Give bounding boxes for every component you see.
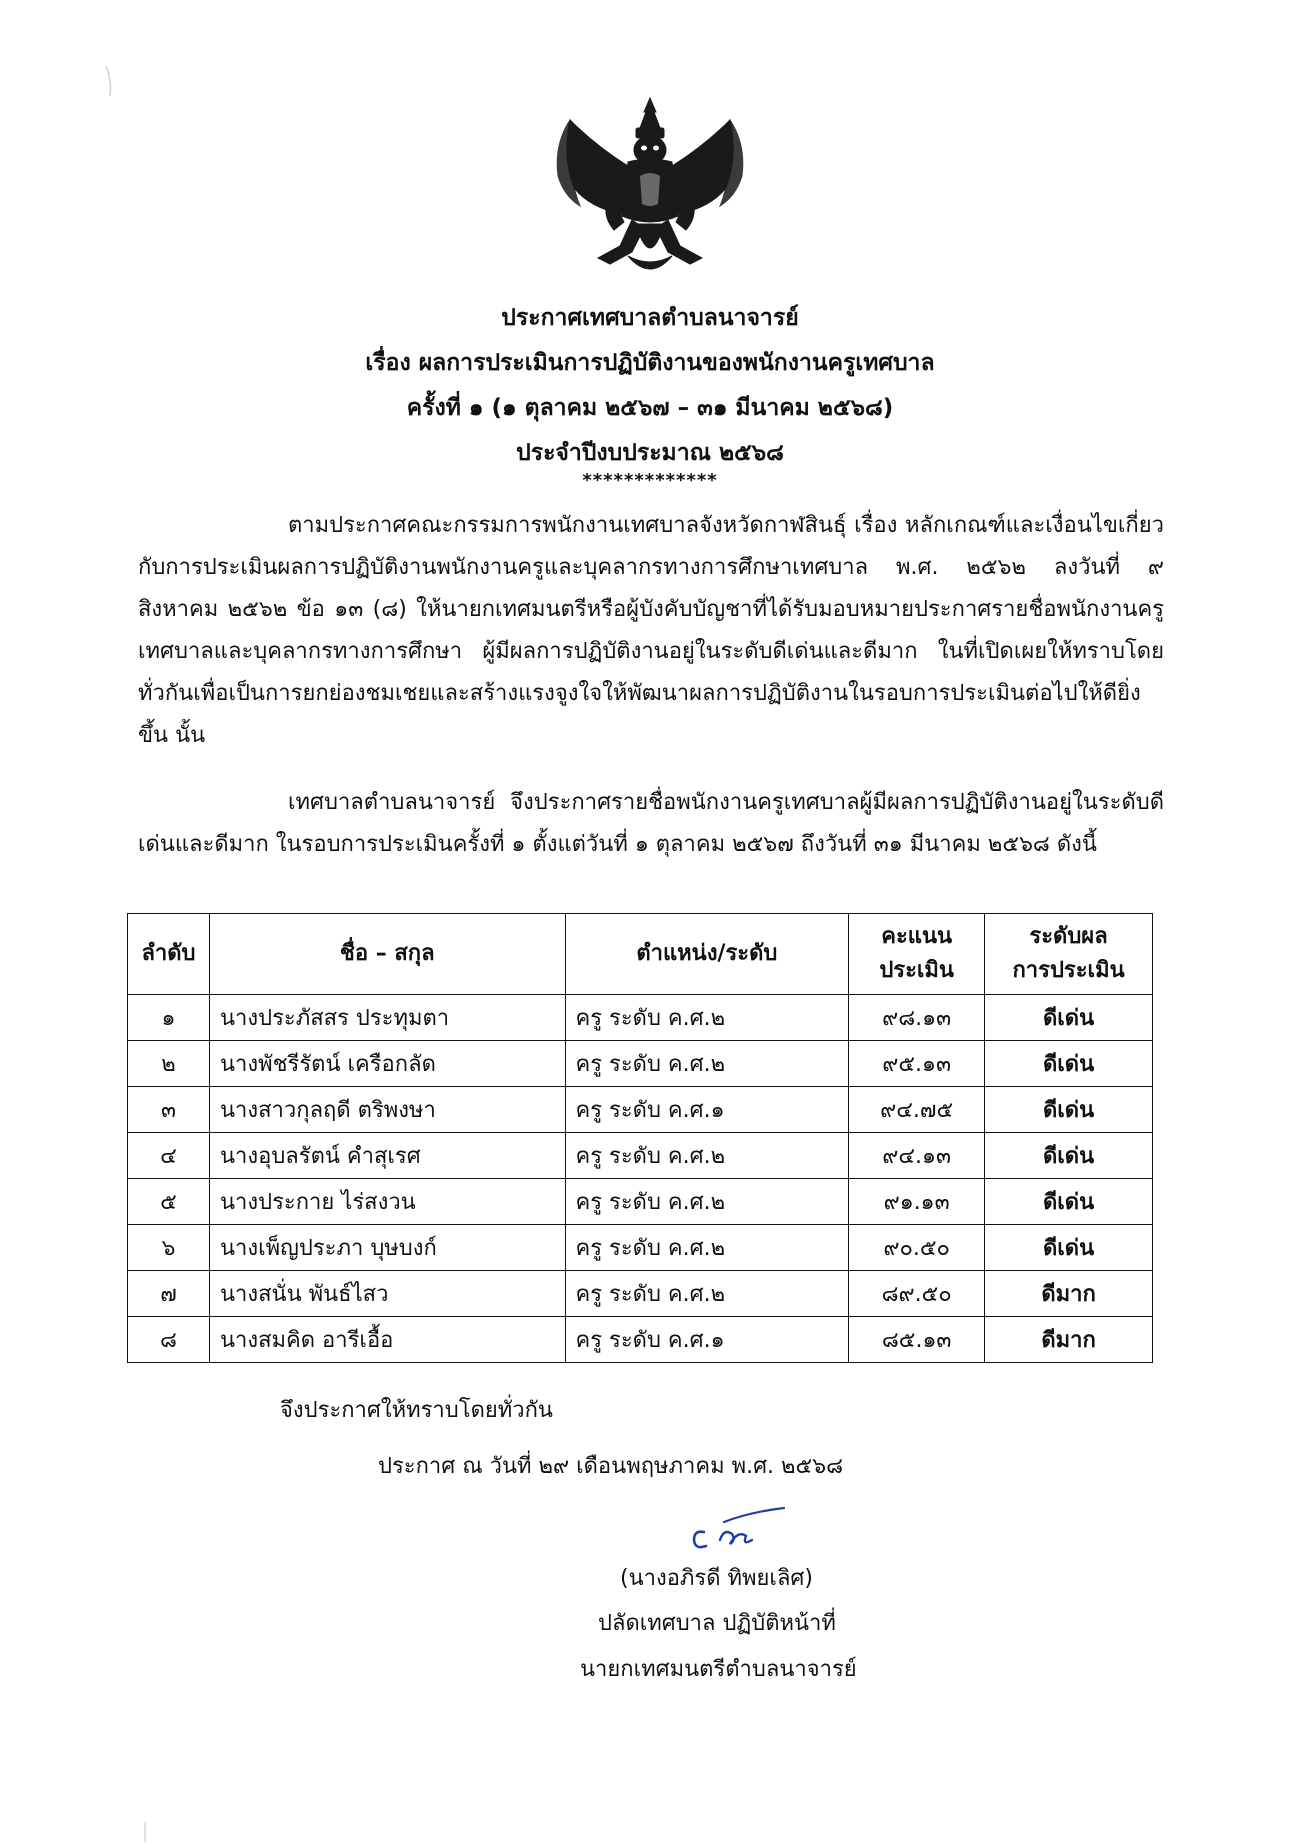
row-no: ๗ [128,1271,210,1317]
row-name: นางอุบลรัตน์ คำสุเรศ [209,1133,565,1179]
row-position: ครู ระดับ ค.ศ.๒ [565,1041,849,1087]
table-row [128,1271,1153,1317]
header-level-line-2: การประเมิน [1012,958,1125,983]
row-score: ๘๕.๑๓ [849,1317,985,1363]
table-row [128,1225,1153,1271]
announcement-title: ประกาศเทศบาลตำบลนาจารย์ [501,305,799,331]
row-name: นางสนั่น พันธ์ไสว [209,1271,565,1317]
row-no: ๔ [128,1133,210,1179]
closing-line: จึงประกาศให้ทราบโดยทั่วกัน [280,1398,553,1423]
signatory-title-2: นายกเทศมนตรีตำบลนาจารย์ [580,1657,857,1682]
row-no: ๑ [128,995,210,1041]
row-score: ๘๙.๕๐ [849,1271,985,1317]
garuda-emblem-icon [540,96,760,284]
body-paragraph-2 [138,782,1164,866]
row-level: ดีเด่น [985,1087,1153,1133]
row-position: ครู ระดับ ค.ศ.๒ [565,1133,849,1179]
header-name: ชื่อ – สกุล [209,914,565,995]
header-score-line-2: ประเมิน [879,958,954,983]
row-position: ครู ระดับ ค.ศ.๒ [565,995,849,1041]
header-no: ลำดับ [128,914,210,995]
row-name: นางสาวกุลฤดี ตริพงษา [209,1087,565,1133]
row-level: ดีเด่น [985,1041,1153,1087]
announcement-round: ครั้งที่ ๑ (๑ ตุลาคม ๒๕๖๗ – ๓๑ มีนาคม ๒๕๖๘) [406,395,894,421]
row-position: ครู ระดับ ค.ศ.๑ [565,1087,849,1133]
row-level: ดีมาก [985,1317,1153,1363]
table-row [128,1087,1153,1133]
row-no: ๘ [128,1317,210,1363]
row-no: ๒ [128,1041,210,1087]
row-score: ๙๐.๕๐ [849,1225,985,1271]
body-paragraph-1 [138,505,1164,757]
header-separator: ************* [582,470,718,491]
row-level: ดีเด่น [985,1225,1153,1271]
table-header-row [128,914,1153,995]
row-no: ๖ [128,1225,210,1271]
row-score: ๙๘.๑๓ [849,995,985,1041]
header-position: ตำแหน่ง/ระดับ [565,914,849,995]
row-name: นางประภัสสร ประทุมตา [209,995,565,1041]
signatory-name: (นางอภิรดี ทิพยเลิศ) [620,1566,813,1591]
row-position: ครู ระดับ ค.ศ.๒ [565,1179,849,1225]
table-row [128,1179,1153,1225]
scan-mark-top-left [100,62,120,102]
signatory-title-1: ปลัดเทศบาล ปฏิบัติหน้าที่ [598,1611,836,1636]
table-row [128,995,1153,1041]
header-score [849,914,985,995]
header-level [985,914,1153,995]
announce-date: ประกาศ ณ วันที่ ๒๙ เดือนพฤษภาคม พ.ศ. ๒๕๖๘ [378,1454,844,1479]
row-name: นางสมคิด อารีเอื้อ [209,1317,565,1363]
handwritten-signature [680,1500,790,1560]
row-score: ๙๔.๗๕ [849,1087,985,1133]
row-position: ครู ระดับ ค.ศ.๑ [565,1317,849,1363]
body-paragraph-2-text: เทศบาลตำบลนาจารย์ จึงประกาศรายชื่อพนักงานครูเทศบาลผู้มีผลการปฏิบัติงานอยู่ในระดับดีเด่นและดีมาก ในรอบการประเมินครั้งที่ ๑ ตั้งแต่วันที่ ๑ ตุลาคม ๒๕๖๗ ถึงวันที่ ๓๑ มีนาคม ๒๕๖๘ ดังนี้ [138,790,1164,857]
table-row [128,1041,1153,1087]
row-score: ๙๕.๑๓ [849,1041,985,1087]
row-no: ๓ [128,1087,210,1133]
row-level: ดีมาก [985,1271,1153,1317]
row-name: นางพัชรีรัตน์ เครือกลัด [209,1041,565,1087]
row-score: ๙๔.๑๓ [849,1133,985,1179]
row-score: ๙๑.๑๓ [849,1179,985,1225]
row-position: ครู ระดับ ค.ศ.๒ [565,1225,849,1271]
table-row [128,1133,1153,1179]
announcement-subject: เรื่อง ผลการประเมินการปฏิบัติงานของพนักงานครูเทศบาล [365,350,935,376]
row-no: ๕ [128,1179,210,1225]
row-level: ดีเด่น [985,1133,1153,1179]
row-position: ครู ระดับ ค.ศ.๒ [565,1271,849,1317]
scan-mark-bottom-left [140,1820,150,1844]
row-name: นางประกาย ไร่สงวน [209,1179,565,1225]
body-paragraph-1-text: ตามประกาศคณะกรรมการพนักงานเทศบาลจังหวัดกาฬสินธุ์ เรื่อง หลักเกณฑ์และเงื่อนไขเกี่ยวกับการประเมินผลการปฏิบัติงานพนักงานครูและบุคลากรทางการศึกษาเทศบาล พ.ศ. ๒๕๖๒ ลงวันที่ ๙ สิงหาคม ๒๕๖๒ ข้อ ๑๓ (๘) ให้นายกเทศมนตรีหรือผู้บังคับบัญชาที่ได้รับมอบหมายประกาศรายชื่อพนักงานครูเทศบาลและบุคลากรทางการศึกษา ผู้มีผลการปฏิบัติงานอยู่ในระดับดีเด่นและดีมาก ในที่เปิดเผยให้ทราบโดยทั่วกันเพื่อเป็นการยกย่องชมเชยและสร้างแรงจูงใจให้พัฒนาผลการปฏิบัติงานในรอบการประเมินต่อไปให้ดียิ่งขึ้น นั้น [138,513,1164,748]
header-score-line-1: คะแนน [881,924,953,949]
table-row [128,1317,1153,1363]
row-level: ดีเด่น [985,995,1153,1041]
row-level: ดีเด่น [985,1179,1153,1225]
header-level-line-1: ระดับผล [1029,924,1108,949]
row-name: นางเพ็ญประภา บุษบงก์ [209,1225,565,1271]
evaluation-results-table [127,913,1153,1363]
announcement-fiscal-year: ประจำปีงบประมาณ ๒๕๖๘ [516,440,784,466]
